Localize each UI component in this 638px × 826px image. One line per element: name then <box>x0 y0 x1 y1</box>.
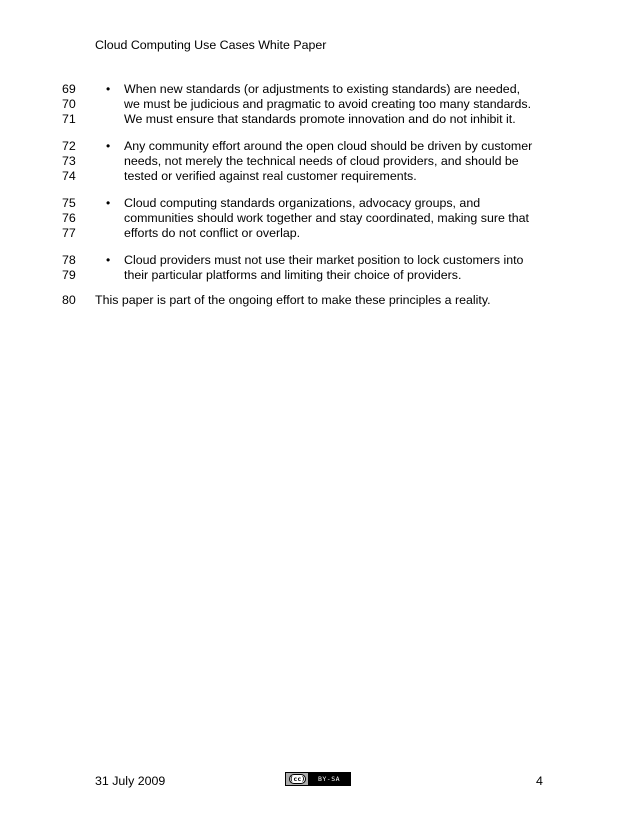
line-number: 77 <box>62 226 76 240</box>
line-number: 72 <box>62 139 76 153</box>
bullet-text: efforts do not conflict or overlap. <box>124 226 301 240</box>
line-number: 69 <box>62 82 76 96</box>
bullet-text: When new standards (or adjustments to existing standards) are needed, <box>124 82 521 96</box>
cc-license-badge[interactable] <box>285 772 351 786</box>
list-line <box>0 168 638 184</box>
line-number: 80 <box>62 293 76 307</box>
cc-logo-icon <box>286 773 308 785</box>
list-line <box>0 225 638 241</box>
paragraph-line <box>0 292 638 308</box>
page-number: 4 <box>536 774 543 788</box>
bullet-icon: • <box>106 82 111 96</box>
line-number: 71 <box>62 112 76 126</box>
list-line <box>0 81 638 97</box>
bullet-text: we must be judicious and pragmatic to avoid creating too many standards. <box>124 97 532 111</box>
list-line <box>0 111 638 127</box>
list-line <box>0 96 638 112</box>
line-number: 78 <box>62 253 76 267</box>
line-number: 73 <box>62 154 76 168</box>
line-number: 76 <box>62 211 76 225</box>
list-line <box>0 252 638 268</box>
page-header-title: Cloud Computing Use Cases White Paper <box>95 38 327 52</box>
line-number: 79 <box>62 268 76 282</box>
line-number: 70 <box>62 97 76 111</box>
bullet-text: We must ensure that standards promote innovation and do not inhibit it. <box>124 112 516 126</box>
bullet-text: their particular platforms and limiting their choice of providers. <box>124 268 462 282</box>
paragraph-text: This paper is part of the ongoing effort to make these principles a reality. <box>95 293 491 307</box>
list-line <box>0 138 638 154</box>
bullet-text: Cloud computing standards organizations, advocacy groups, and <box>124 196 481 210</box>
bullet-text: tested or verified against real customer requirements. <box>124 169 417 183</box>
footer-date: 31 July 2009 <box>95 774 166 788</box>
bullet-text: Cloud providers must not use their market position to lock customers into <box>124 253 524 267</box>
line-number: 75 <box>62 196 76 210</box>
list-line <box>0 267 638 283</box>
bullet-icon: • <box>106 253 111 267</box>
bullet-text: Any community effort around the open cloud should be driven by customer <box>124 139 533 153</box>
line-number: 74 <box>62 169 76 183</box>
cc-logo-text: (cc) <box>289 775 306 783</box>
list-line <box>0 153 638 169</box>
bullet-icon: • <box>106 139 111 153</box>
bullet-icon: • <box>106 196 111 210</box>
list-line <box>0 195 638 211</box>
list-line <box>0 210 638 226</box>
bullet-text: communities should work together and stay coordinated, making sure that <box>124 211 529 225</box>
cc-license-type: BY-SA <box>317 775 341 783</box>
bullet-text: needs, not merely the technical needs of cloud providers, and should be <box>124 154 519 168</box>
